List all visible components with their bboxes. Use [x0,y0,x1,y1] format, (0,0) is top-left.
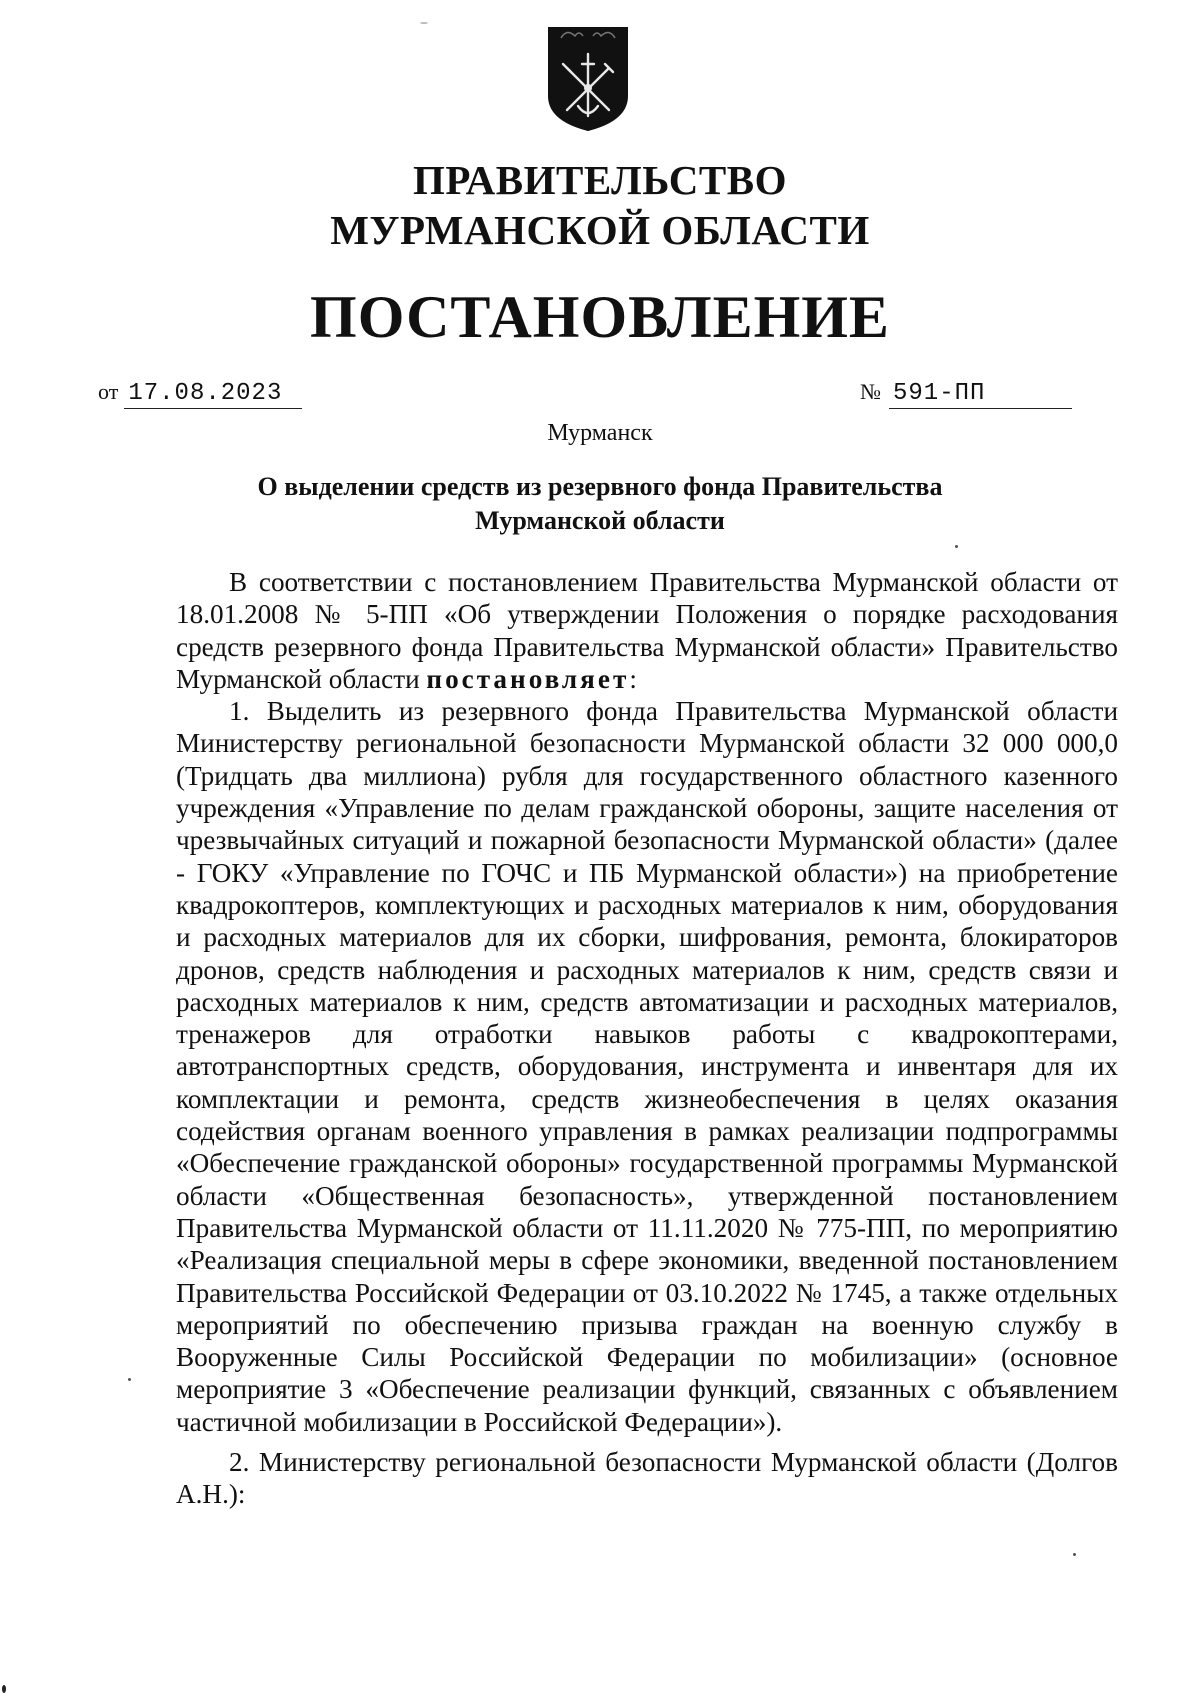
number-value: 591-ПП [889,380,1072,409]
subject-line1: О выделении средств из резервного фонда Правительства [257,472,943,501]
number-prefix: № [860,379,881,404]
item-1-paragraph: 1. Выделить из резервного фонда Правительства Мурманской области Министерству региональной безопасности Мурманской области 32 000 000,0 (Тридцать два миллиона) рубля для государственного областного казенного учреждения «Управление по делам гражданской обороны, защите населения от чрезвычайных ситуаций и пожарной безопасности Мурманской области» (далее - ГОКУ «Управление по ГОЧС и ПБ Мурманской области») на приобретение квадрокоптеров, комплектующих и расходных материалов к ним, оборудования и расходных материалов для их сборки, шифрования, ремонта, блокираторов дронов, средств наблюдения и расходных материалов к ним, средств связи и расходных материалов к ним, средств автоматизации и расходных материалов, тренажеров для отработки навыков работы с квадрокоптерами, автотранспортных средств, оборудования, инструмента и инвентаря для их комплектации и ремонта, средств жизнеобеспечения в целях оказания содействия органам военного управления в рамках реализации подпрограммы «Обеспечение гражданской обороны» государственной программы Мурманской области «Общественная безопасность», утвержденной постановлением Правительства Мурманской области от 11.11.2020 № 775-ПП, по мероприятию «Реализация специальной меры в сфере экономики, введенной постановлением Правительства Российской Федерации от 03.10.2022 № 1745, а также отдельных мероприятий по обеспечению призыва граждан на военную службу в Вооруженные Силы Российской Федерации по мобилизации» (основное мероприятие 3 «Обеспечение реализации функций, связанных с объявлением частичной мобилизации в Российской Федерации»). [176,696,1118,1437]
document-type-title: ПОСТАНОВЛЕНИЕ [310,284,890,350]
item-2-paragraph: 2. Министерству региональной безопасности Мурманской области (Долгов А.Н.): [176,1447,1118,1510]
date-prefix: от [98,379,119,404]
coat-of-arms-icon [545,24,631,134]
date-field [98,378,302,409]
city-label: Мурманск [547,420,653,446]
scan-speck [1073,1553,1076,1556]
scan-speck [420,22,428,24]
intro-text: В соответствии с постановлением Правительства Мурманской области от 18.01.2008 № 5-ПП «Об утверждении Положения о порядке расходования средств резервного фонда Правительства Мурманской области» Правительство Мурманской области [176,567,1118,694]
org-title-line1: ПРАВИТЕЛЬСТВО [412,157,788,203]
resolution-keyword: постановляет [426,663,630,694]
date-value: 17.08.2023 [124,380,302,409]
number-field [860,378,1072,409]
intro-end: : [629,663,637,694]
document-body [176,566,1118,1511]
intro-paragraph [176,566,1118,695]
org-title-line2: МУРМАНСКОЙ ОБЛАСТИ [330,207,870,253]
scan-speck [955,545,958,548]
scan-speck [2,1685,6,1693]
scan-speck [128,1378,131,1381]
subject-line2: Мурманской области [475,506,725,535]
document-subject [0,470,1200,538]
